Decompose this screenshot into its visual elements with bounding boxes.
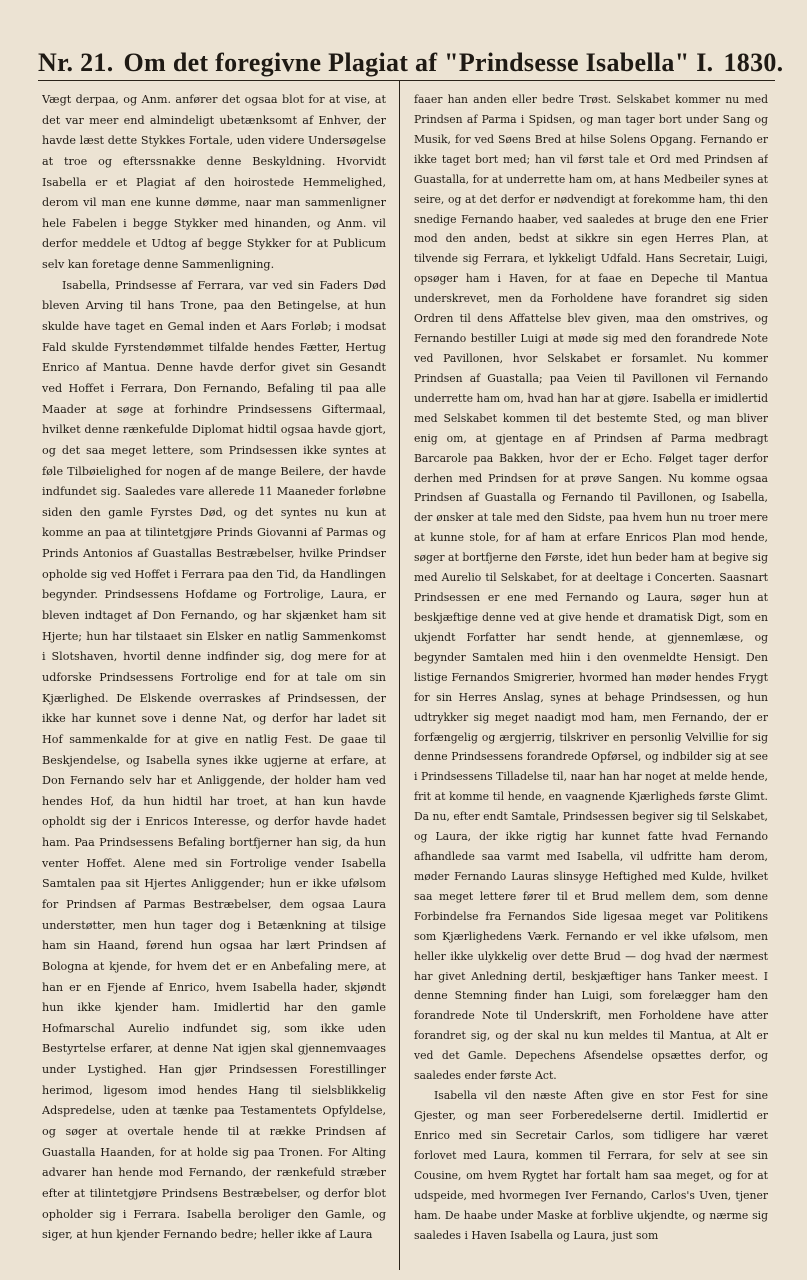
year: 1830.	[723, 48, 784, 77]
right-column	[414, 90, 768, 1266]
header-rule	[38, 80, 775, 81]
paragraph: Isabella, Prindsesse af Ferrara, var ved sin Faders Død bleven Arving til hans Trone, paa den Betingelse, at hun skulde have taget en Gemal inden et Aars Forløb; i modsat Fald skulde Fyrstendømmet tilfalde hendes Fætter, Hertug Enrico af Mantua. Denne havde derfor givet sin Gesandt ved Hoffet i Ferrara, Don Fernando, Befaling til paa alle Maader at søge at forhindre Prindsessens Giftermaal, hvilket denne rænkefulde Diplomat hidtil ogsaa havde gjort, og det saa meget lettere, som Prindsessen ikke syntes at føle Tilbøielighed for nogen af de mange Beilere, der havde indfundet sig. Saaledes vare allerede 11 Maaneder forløbne siden den gamle Fyrstes Død, og det syntes nu kun at komme an paa at tilintetgjøre Prinds Giovanni af Parmas og Prinds Antonios af Guastallas Bestræbelser, hvilke Prindser opholde sig ved Hoffet i Ferrara paa den Tid, da Handlingen begynder. Prindsessens Hofdame og Fortrolige, Laura, er bleven indtaget af Don Fernando, og har skjænket ham sit Hjerte; hun har tilstaaet sin Elsker en natlig Sammenkomst i Slotshaven, hvortil denne indfinder sig, dog mere for at udforske Prindsessens Fortrolige end for at tale om sin Kjærlighed. De Elskende overraskes af Prindsessen, der ikke har kunnet sove i denne Nat, og derfor har ladet sit Hof sammenkalde for at give en natlig Fest. De gaae til Beskjendelse, og Isabella synes ikke ugjerne at erfare, at Don Fernando selv har et Anliggende, der holder ham ved hendes Hof, da hun hidtil har troet, at han kun havde opholdt sig der i Enricos Interesse, og derfor havde hadet ham. Paa Prindsessens Befaling bortfjerner han sig, da hun venter Hoffet. Alene med sin Fortrolige vender Isabella Samtalen paa sit Hjertes Anliggender; hun er ikke ufølsom for Prindsen af Parmas Bestræbelser, dem ogsaa Laura understøtter, men hun tager dog i Betænkning at tilsige ham sin Haand, førend hun ogsaa har lært Prindsen af Bologna at kjende, for hvem det er en Anbefaling mere, at han er en Fjende af Enrico, hvem Isabella hader, skjøndt hun ikke kjender ham. Imidlertid har den gamle Hofmarschal Aurelio indfundet sig, som ikke uden Bestyrtelse erfarer, at denne Nat igjen skal gjennemvaages under Lystighed. Han gjør Prindsessen Forestillinger herimod, ligesom imod hendes Hang til sielsblikkelig Adspredelse, uden at tænke paa Testamentets Opfyldelse, og søger at overtale hende til at række Prindsen af Guastalla Haanden, for at holde sig paa Tronen. For Alting advarer han hende mod Fernando, der rænkefuld stræber efter at tilintetgjøre Prindsens Bestræbelser, og derfor blot opholder sig i Ferrara. Isabella beroliger den Gamle, og siger, at hun kjender Fernando bedre; heller ikke af Laura	[42, 278, 386, 1242]
article-title: Om det foregivne Plagiat af "Prindsesse Isabella" I.	[123, 48, 714, 77]
issue-number: Nr. 21.	[38, 48, 114, 77]
paragraph: faaer han anden eller bedre Trøst. Selskabet kommer nu med Prindsen af Parma i Spidsen, og man tager bort under Sang og Musik, for ved Søens Bred at hilse Solens Opgang. Fernando er ikke taget bort med; han vil først tale et Ord med Prindsen af Guastalla, for at underrette ham om, at hans Medbeiler synes at seire, og at det derfor er nødvendigt at forekomme ham, thi den snedige Fernando haaber, ved saaledes at bruge den ene Frier mod den anden, bedst at sikkre sin egen Herres Plan, at tilvende sig Ferrara, et lykkeligt Udfald. Hans Secretair, Luigi, opsøger ham i Haven, for at faae en Depeche til Mantua underskrevet, men da Forholdene have forandret sig siden Ordren til dens Affattelse blev given, maa den omstrives, og Fernando bestiller Luigi at møde sig med den forandrede Note ved Pavillonen, hvor Selskabet er forsamlet. Nu kommer Prindsen af Guastalla; paa Veien til Pavillonen vil Fernando underrette ham om, hvad han har at gjøre. Isabella er imidlertid med Selskabet kommen til det bestemte Sted, og man bliver enig om, at gjentage en af Prindsen af Parma medbragt Barcarole paa Bakken, hvor der er Echo. Følget tager derfor derhen med Prindsen for at prøve Sangen. Nu komme ogsaa Prindsen af Guastalla og Fernando til Pavillonen, og Isabella, der ønsker at tale med den Sidste, paa hvem hun nu troer mere at kunne stole, for af ham at erfare Enricos Plan mod hende, søger at bortfjerne den Første, idet hun beder ham at begive sig med Aurelio til Selskabet, for at deeltage i Concerten. Saasnart Prindsessen er ene med Fernando og Laura, søger hun at beskjæftige denne ved at give hende et dramatisk Digt, som en ukjendt Forfatter har sendt hende, at gjennemlæse, og begynder Samtalen med hiin i den ovenmeldte Hensigt. Den listige Fernandos Smigrerier, hvormed han møder hendes Frygt for sin Herres Anslag, synes at behage Prindsessen, og hun udtrykker sig meget naadigt mod ham, men Fernando, der er forfængelig og ærgjerrig, tilskriver en personlig Velvillie for sig denne Prindsessens forandrede Opførsel, og indbilder sig at see i Prindsessens Tilladelse til, naar han har noget at melde hende, frit at komme til hende, en vaagnende Kjærligheds første Glimt. Da nu, efter endt Samtale, Prindsessen begiver sig til Selskabet, og Laura, der ikke rigtig har kunnet fatte hvad Fernando afhandlede saa varmt med Isabella, vil udfritte ham derom, møder Fernando Lauras slinsyge Heftighed med Kulde, hvilket saa meget lettere fører til et Brud mellem dem, som denne Forbindelse fra Fernandos Side ligesaa meget var Politikens som Kjærlighedens Værk. Fernando er vel ikke ufølsom, men heller ikke ulykkelig over dette Brud — dog hvad der nærmest har givet Anledning dertil, beskjæftiger hans Tanker meest. I denne Stemning finder han Luigi, som forelægger ham den forandrede Note til Underskrift, men Forholdene have atter forandret sig, og der skal nu kun meldes til Mantua, at Alt er ved det Gamle. Depechens Afsendelse opsættes derfor, og saaledes ender første Act.	[414, 93, 768, 1083]
page-header	[38, 26, 784, 78]
paragraph: Isabella vil den næste Aften give en stor Fest for sine Gjester, og man seer Forberedelserne dertil. Imidlertid er Enrico med sin Secretair Carlos, som tidligere har været forlovet med Laura, kommen til Ferrara, for selv at see sin Cousine, om hvem Rygtet har fortalt ham saa meget, og for at udspeide, med hvormegen Iver Fernando, Carlos's Uven, tjener ham. De haabe under Maske at forblive ukjendte, og nærme sig saaledes i Haven Isabella og Laura, just som	[414, 1089, 768, 1242]
paragraph: Vægt derpaa, og Anm. anfører det ogsaa blot for at vise, at det var meer end almindeligt ubetænksomt af Enhver, der havde læst dette Stykkes Fortale, uden videre Undersøgelse at troe og efterssnakke denne Beskyldning. Hvorvidt Isabella er et Plagiat af den hoirostede Hemmelighed, derom vil man ene kunne dømme, naar man sammenligner hele Fabelen i begge Stykker med hinanden, og Anm. vil derfor meddele et Udtog af begge Stykker for at Publicum selv kan foretage denne Sammenligning.	[42, 93, 386, 272]
left-column	[42, 90, 386, 1266]
column-divider	[399, 80, 400, 1270]
